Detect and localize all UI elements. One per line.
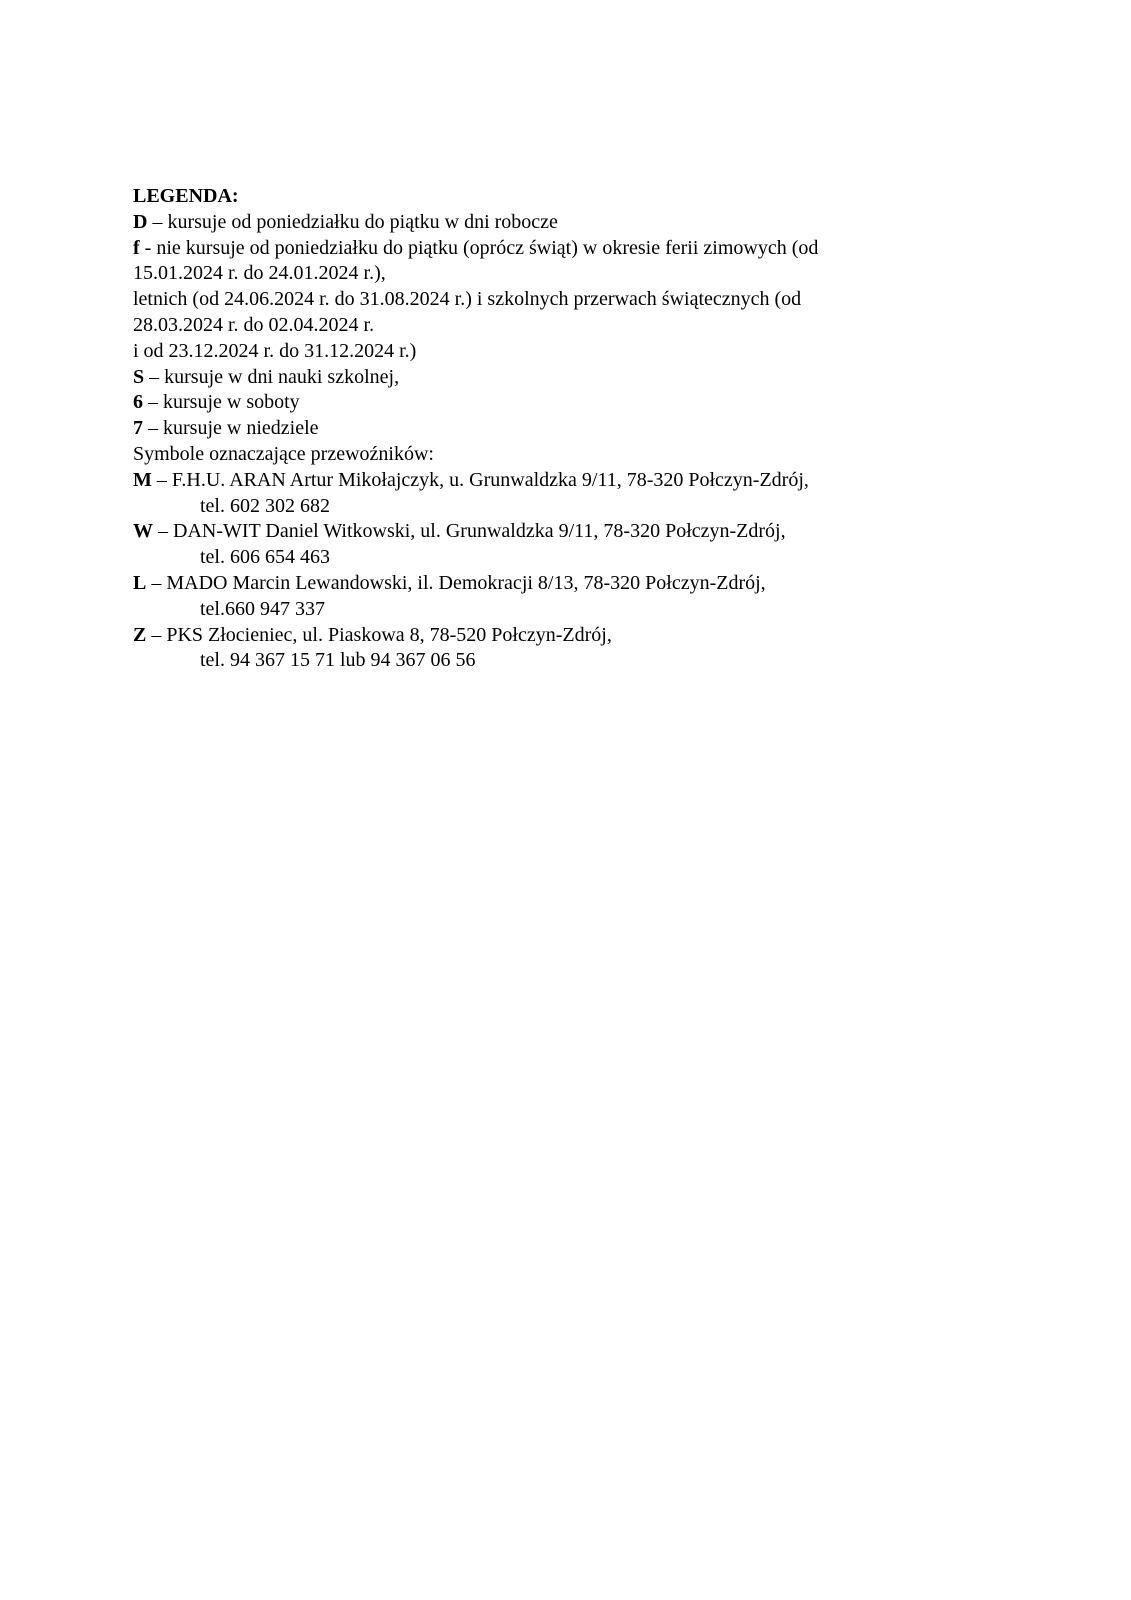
legend-line	[133, 236, 993, 262]
legend-text: i od 23.12.2024 r. do 31.12.2024 r.)	[133, 339, 417, 362]
legend-symbol: f	[133, 236, 140, 259]
legend-text: DAN-WIT Daniel Witkowski, ul. Grunwaldzka 9/11, 78-320 Połczyn-Zdrój,	[173, 520, 786, 543]
legend-separator: –	[153, 520, 173, 543]
legend-symbol: L	[133, 571, 147, 594]
legend-symbol: S	[133, 365, 145, 388]
legend-text: kursuje od poniedziałku do piątku w dni robocze	[167, 210, 558, 233]
legend-text: 28.03.2024 r. do 02.04.2024 r.	[133, 313, 375, 336]
legend-text: kursuje w dni nauki szkolnej,	[164, 365, 400, 388]
legend-separator: –	[144, 365, 165, 388]
legend-text: letnich (od 24.06.2024 r. do 31.08.2024 r.) i szkolnych przerwach świątecznych (od	[133, 288, 802, 311]
legend-separator: -	[139, 236, 157, 259]
legend-separator: –	[151, 468, 172, 491]
legend-separator: –	[143, 391, 163, 414]
legend-text: kursuje w niedziele	[163, 417, 319, 440]
legend-block	[133, 184, 993, 674]
legend-line	[133, 365, 993, 391]
legend-symbol: 7	[133, 417, 143, 440]
legend-line	[133, 519, 993, 545]
legend-line	[133, 623, 993, 649]
legend-text: kursuje w soboty	[163, 391, 300, 414]
legend-line	[133, 494, 993, 520]
legend-line	[133, 261, 993, 287]
legend-symbol: W	[133, 520, 153, 543]
legend-line	[133, 442, 993, 468]
legend-line	[133, 390, 993, 416]
legend-text: Symbole oznaczające przewoźników:	[133, 442, 434, 465]
legend-line	[133, 339, 993, 365]
legend-line	[133, 545, 993, 571]
legend-symbol: Z	[133, 623, 147, 646]
legend-text: MADO Marcin Lewandowski, il. Demokracji 8/13, 78-320 Połczyn-Zdrój,	[166, 571, 766, 594]
legend-text: tel. 94 367 15 71 lub 94 367 06 56	[200, 649, 476, 672]
legend-text: tel. 602 302 682	[200, 494, 330, 517]
legend-line	[133, 468, 993, 494]
legend-line	[133, 571, 993, 597]
legend-separator: –	[146, 571, 167, 594]
legend-title: LEGENDA:	[133, 185, 239, 207]
legend-line	[133, 210, 993, 236]
legend-lines-container	[133, 210, 993, 674]
legend-text: tel.660 947 337	[200, 597, 325, 620]
legend-line	[133, 287, 993, 313]
legend-separator: –	[143, 417, 163, 440]
legend-symbol: M	[133, 468, 152, 491]
legend-separator: –	[147, 210, 168, 233]
legend-separator: –	[146, 623, 167, 646]
legend-line	[133, 648, 993, 674]
legend-text: F.H.U. ARAN Artur Mikołajczyk, u. Grunwaldzka 9/11, 78-320 Połczyn-Zdrój,	[171, 468, 809, 491]
legend-text: tel. 606 654 463	[200, 546, 330, 569]
legend-text: nie kursuje od poniedziałku do piątku (oprócz świąt) w okresie ferii zimowych (od	[156, 236, 819, 259]
legend-line	[133, 416, 993, 442]
legend-text: PKS Złocieniec, ul. Piaskowa 8, 78-520 Połczyn-Zdrój,	[166, 623, 612, 646]
legend-line	[133, 597, 993, 623]
legend-line	[133, 313, 993, 339]
legend-text: 15.01.2024 r. do 24.01.2024 r.),	[133, 262, 386, 285]
legend-symbol: D	[133, 210, 148, 233]
legend-symbol: 6	[133, 391, 143, 414]
